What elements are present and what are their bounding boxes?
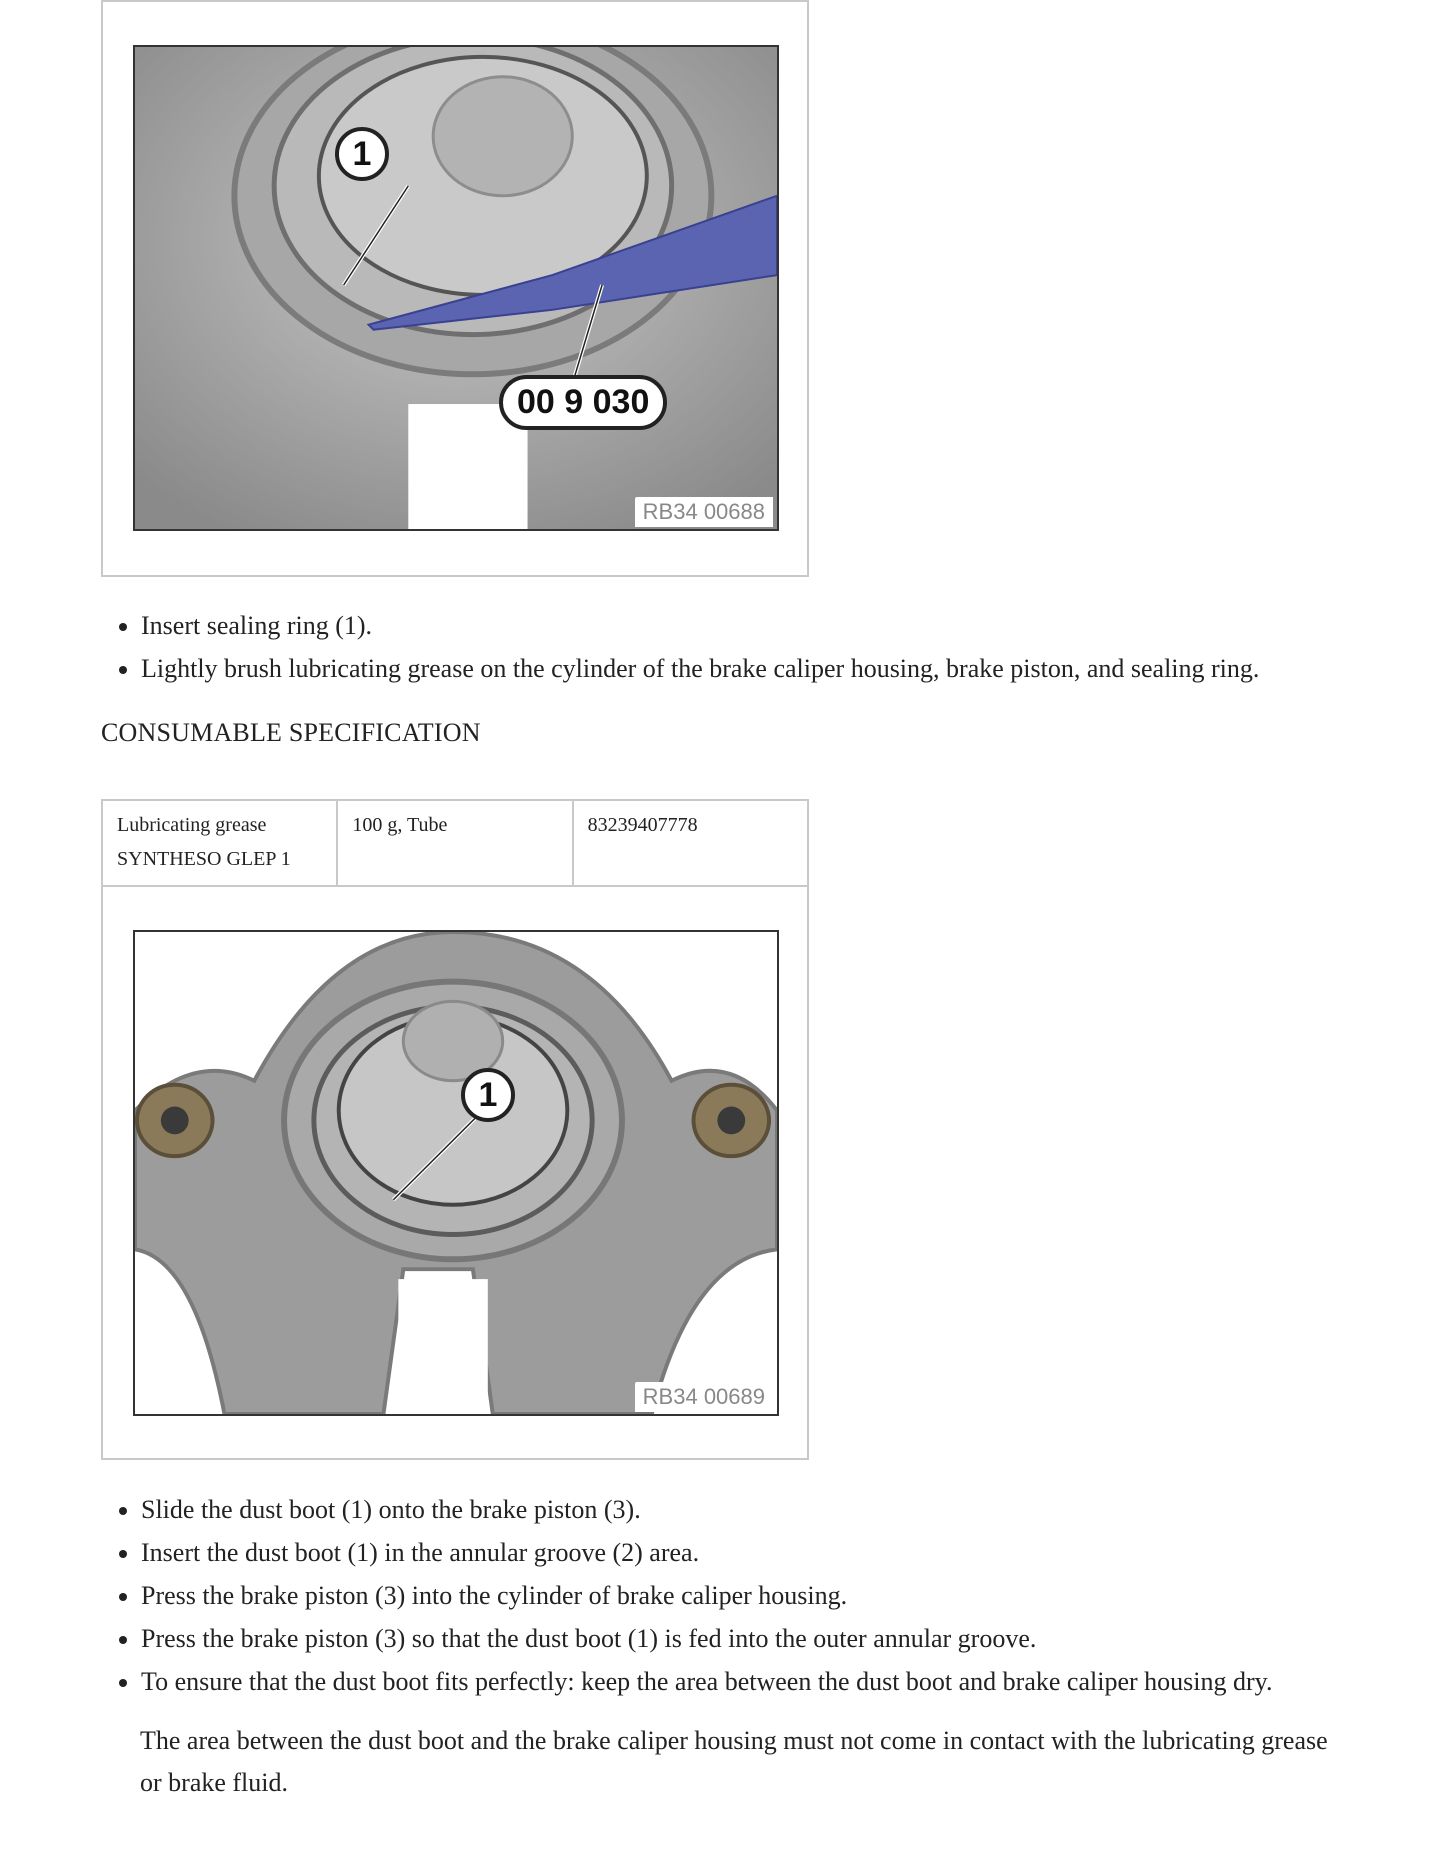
caliper-illustration: [135, 47, 777, 529]
step-item: • Press the brake piston (3) into the cylinder of brake caliper housing.: [141, 1574, 1272, 1617]
steps-list-2: [101, 1488, 1272, 1703]
callout-dust-boot: 1: [461, 1068, 515, 1122]
photo-brake-caliper-sealing-ring: [133, 45, 779, 531]
consumable-product: SYNTHESO GLEP 1: [117, 848, 291, 870]
step-item: • Insert sealing ring (1).: [141, 604, 1259, 647]
caliper-illustration: [135, 932, 777, 1414]
step-item: • Lightly brush lubricating grease on the cylinder of the brake caliper housing, brake piston, and sealing ring.: [141, 647, 1259, 690]
figure-dust-boot: [101, 885, 809, 1460]
consumable-name-cell: [102, 800, 337, 887]
step-item: • To ensure that the dust boot fits perfectly: keep the area between the dust boot and brake caliper housing dry.: [141, 1660, 1272, 1703]
consumable-heading: CONSUMABLE SPECIFICATION: [101, 718, 481, 747]
note-paragraph: The area between the dust boot and the brake caliper housing must not come in contact with the lubricating grease or brake fluid.: [140, 1726, 1328, 1797]
step-item: • Insert the dust boot (1) in the annular groove (2) area.: [141, 1531, 1272, 1574]
consumable-name: Lubricating grease: [117, 814, 267, 836]
figure-code: RB34 00688: [635, 497, 773, 527]
step-item: • Slide the dust boot (1) onto the brake piston (3).: [141, 1488, 1272, 1531]
step-item: • Press the brake piston (3) so that the dust boot (1) is fed into the outer annular groove.: [141, 1617, 1272, 1660]
callout-sealing-ring: 1: [335, 127, 389, 181]
consumable-part-number: 83239407778: [573, 800, 808, 887]
special-tool-label: 00 9 030: [499, 375, 667, 430]
steps-list-1: [101, 604, 1259, 690]
photo-brake-caliper-dust-boot: [133, 930, 779, 1416]
figure-sealing-ring: [101, 0, 809, 577]
figure-code: RB34 00689: [635, 1382, 773, 1412]
consumable-table: [101, 799, 809, 888]
table-row: [102, 800, 808, 887]
consumable-quantity: 100 g, Tube: [337, 800, 572, 887]
